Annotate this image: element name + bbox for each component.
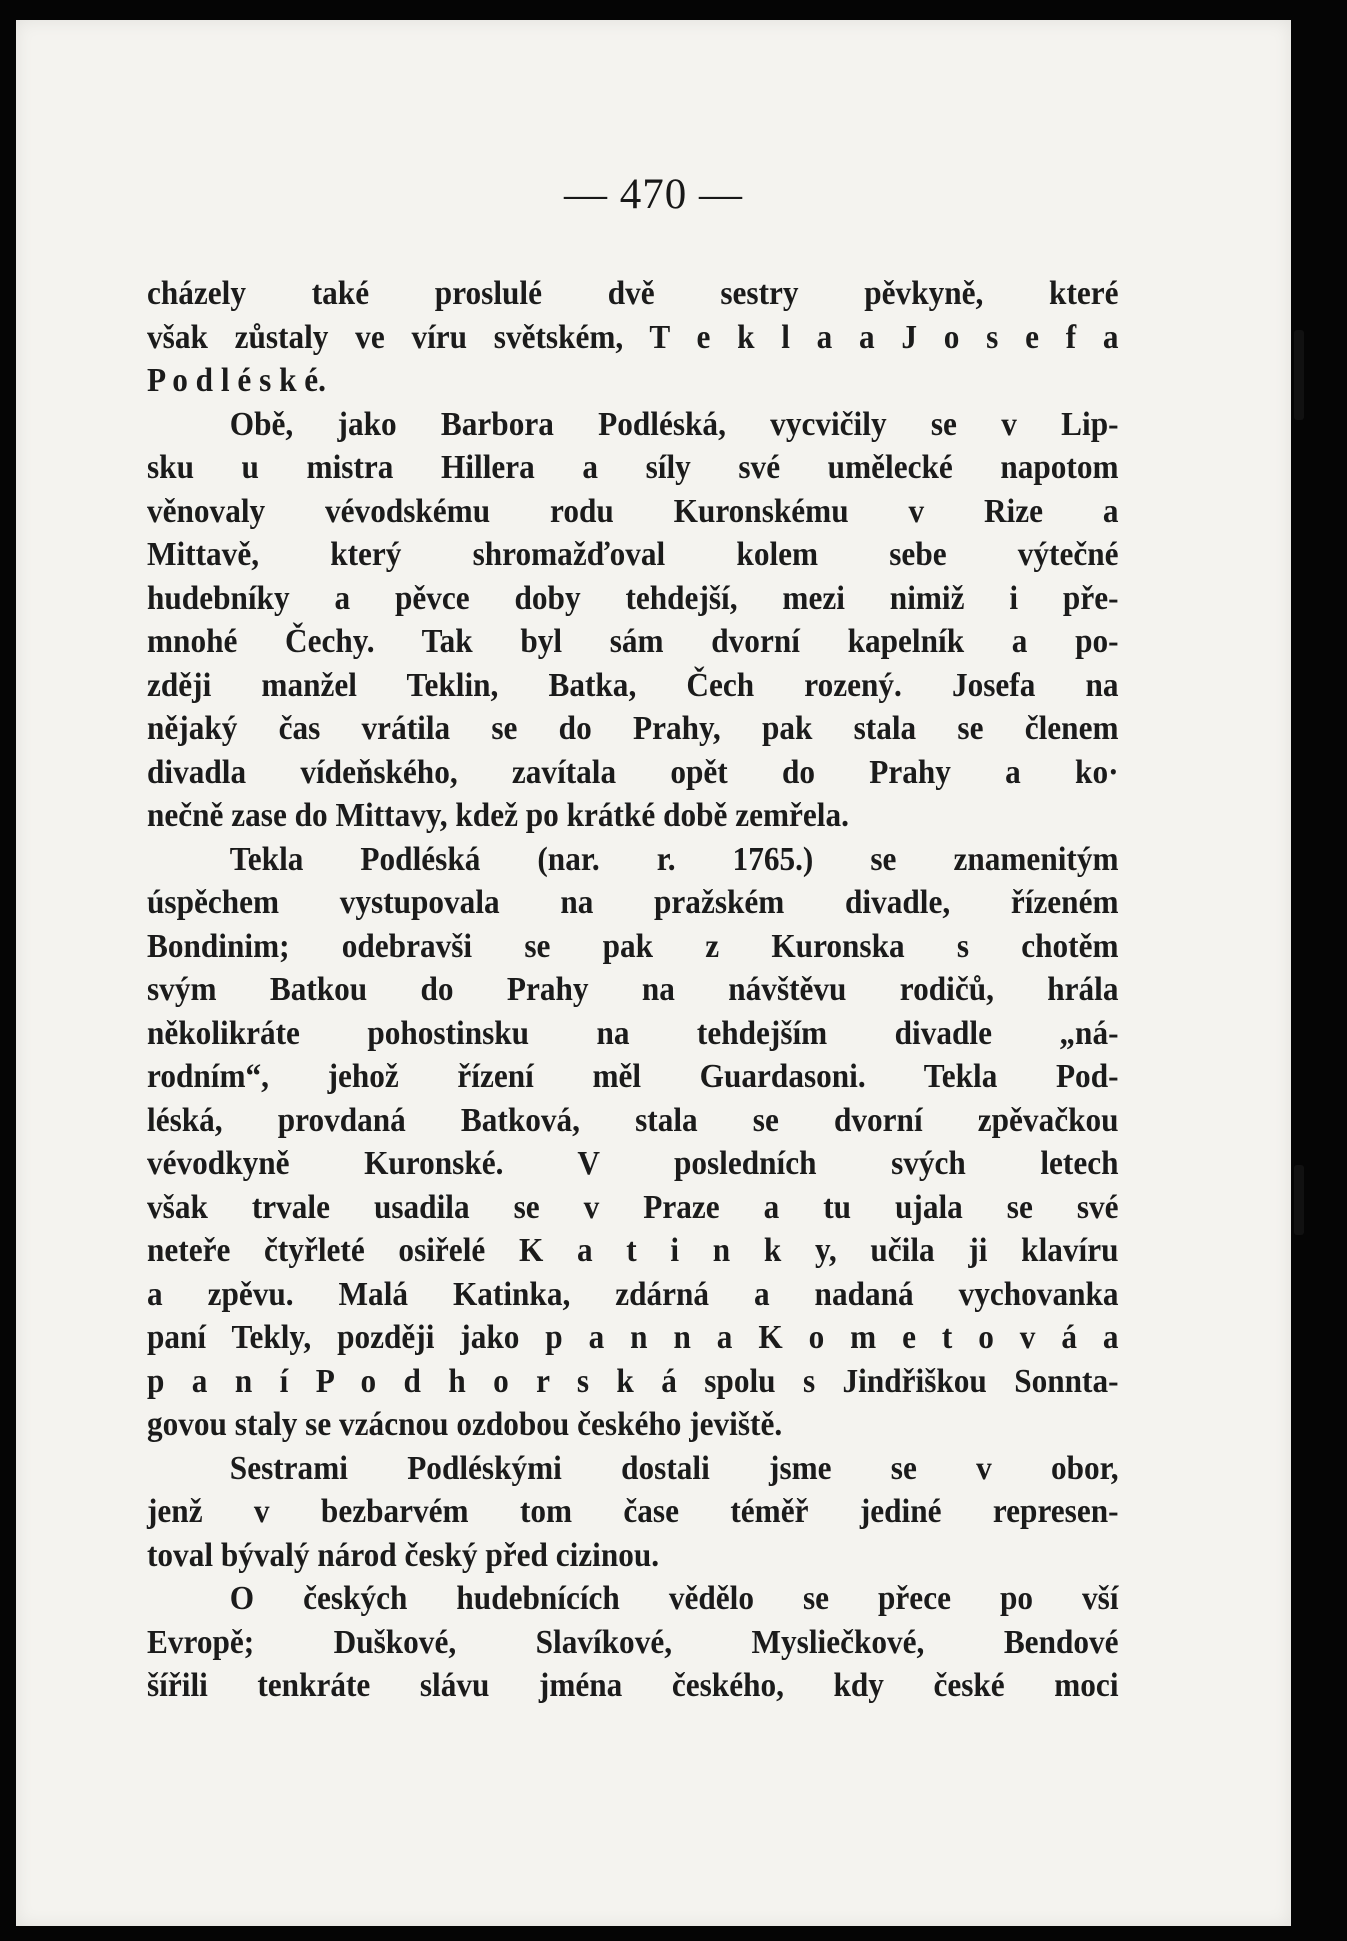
text-line: vévodkyně Kuronské. V posledních svých letech	[147, 1145, 1119, 1182]
text-line: Sestrami Podléskými dostali jsme se v obor,	[229, 1449, 1119, 1487]
binding-mark	[1294, 1165, 1304, 1235]
text-line: neteře čtyřleté osiřelé K a t i n k y, učila ji klavíru	[147, 1232, 1119, 1269]
text-line: mnohé Čechy. Tak byl sám dvorní kapelník a po-	[147, 623, 1119, 660]
text-line: svým Batkou do Prahy na návštěvu rodičů, hrála	[147, 971, 1119, 1008]
body-text	[147, 272, 1119, 1708]
text-line: Bondinim; odebravši se pak z Kuronska s chotěm	[147, 927, 1119, 965]
text-line: úspěchem vystupovala na pražském divadle, řízeném	[147, 884, 1119, 921]
text-line: zději manžel Teklin, Batka, Čech rozený. Josefa na	[147, 666, 1119, 704]
text-line: však zůstaly ve víru světském, T e k l a a J o s e f a	[147, 318, 1119, 356]
text-line: věnovaly vévodskému rodu Kuronskému v Rize a	[147, 492, 1119, 530]
text-line: nějaký čas vrátila se do Prahy, pak stala se členem	[147, 710, 1119, 747]
scan-border-bottom	[0, 1926, 1347, 1941]
book-page	[16, 20, 1291, 1926]
scan-border-top	[0, 0, 1347, 20]
text-line: léská, provdaná Batková, stala se dvorní zpěvačkou	[147, 1101, 1119, 1139]
text-line: a zpěvu. Malá Katinka, zdárná a nadaná vychovanka	[147, 1275, 1119, 1313]
text-line: rodním“, jehož řízení měl Guardasoni. Tekla Pod-	[147, 1058, 1119, 1095]
text-line: Mittavě, který shromažďoval kolem sebe výtečné	[147, 536, 1119, 573]
scan-border-left	[0, 0, 16, 1941]
text-line: Obě, jako Barbora Podléská, vycvičily se v Lip-	[229, 405, 1119, 443]
text-line: p a n í P o d h o r s k á spolu s Jindřiškou Sonnta-	[147, 1362, 1119, 1400]
text-line: O českých hudebnících vědělo se přece po vší	[229, 1580, 1119, 1617]
text-line: šířili tenkráte slávu jména českého, kdy české moci	[147, 1667, 1119, 1704]
text-line: nečně zase do Mittavy, kdež po krátké době zemřela.	[147, 797, 849, 834]
text-line: však trvale usadila se v Praze a tu ujala se své	[147, 1188, 1119, 1226]
text-line: hudebníky a pěvce doby tehdejší, mezi nimiž i pře-	[147, 579, 1119, 617]
text-line: cházely také proslulé dvě sestry pěvkyně, které	[147, 275, 1119, 312]
text-line: toval bývalý národ český před cizinou.	[147, 1536, 660, 1574]
text-line: paní Tekly, později jako p a n n a K o m e t o v á a	[147, 1319, 1119, 1356]
text-line: sku u mistra Hillera a síly své umělecké napotom	[147, 449, 1119, 486]
text-line: Tekla Podléská (nar. r. 1765.) se znamenitým	[229, 840, 1119, 878]
text-line: govou staly se vzácnou ozdobou českého jeviště.	[147, 1406, 783, 1443]
text-line: několikráte pohostinsku na tehdejším divadle „ná-	[147, 1014, 1119, 1052]
scan-border-right	[1291, 0, 1347, 1941]
text-line: jenž v bezbarvém tom čase téměř jediné represen-	[147, 1493, 1119, 1530]
binding-mark	[1294, 330, 1304, 420]
text-line: P o d l é s k é.	[147, 362, 327, 399]
text-line: Evropě; Duškové, Slavíkové, Mysliečkové, Bendové	[147, 1623, 1119, 1661]
text-line: divadla vídeňského, zavítala opět do Prahy a ko·	[147, 753, 1119, 791]
page-number: — 470 —	[564, 171, 743, 218]
